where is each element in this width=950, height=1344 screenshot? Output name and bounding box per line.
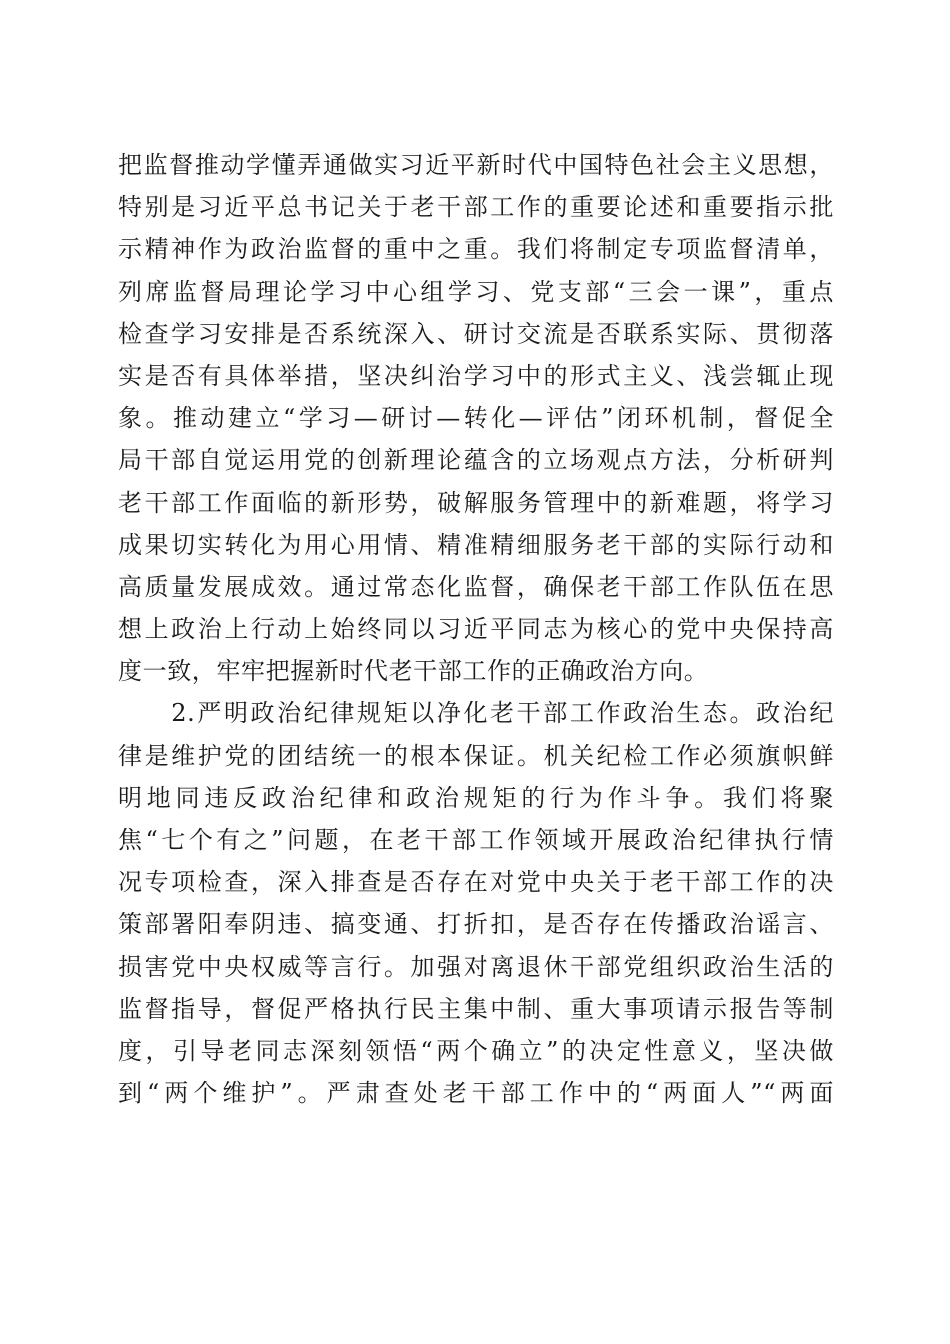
text-line: 度一致，牢牢把握新时代老干部工作的正确政治方向。 — [118, 657, 709, 686]
text-line: 监督指导，督促严格执行民主集中制、重大事项请示报告等制 — [118, 994, 834, 1023]
text-line: 律是维护党的团结统一的根本保证。机关纪检工作必须旗帜鲜 — [118, 741, 834, 770]
text-line: 成果切实转化为用心用情、精准精细服务老干部的实际行动和 — [118, 530, 834, 559]
text-line: 损害党中央权威等言行。加强对离退休干部党组织政治生活的 — [118, 952, 834, 981]
text-line: 特别是习近平总书记关于老干部工作的重要论述和重要指示批 — [118, 193, 834, 222]
body-text — [118, 144, 834, 1114]
text-line: 高质量发展成效。通过常态化监督，确保老干部工作队伍在思 — [118, 572, 834, 601]
text-line: 示精神作为政治监督的重中之重。我们将制定专项监督清单， — [118, 235, 834, 264]
text-line: 老干部工作面临的新形势，破解服务管理中的新难题，将学习 — [118, 488, 834, 517]
text-line: 列席监督局理论学习中心组学习、党支部“三会一课”，重点 — [118, 277, 834, 306]
text-line: 策部署阳奉阴违、搞变通、打折扣，是否存在传播政治谣言、 — [118, 910, 834, 939]
text-line: 检查学习安排是否系统深入、研讨交流是否联系实际、贯彻落 — [118, 319, 834, 348]
text-line: 想上政治上行动上始终同以习近平同志为核心的党中央保持高 — [118, 615, 834, 644]
text-line: 焦“七个有之”问题，在老干部工作领域开展政治纪律执行情 — [118, 826, 834, 854]
text-line: 象。推动建立“学习—研讨—转化—评估”闭环机制，督促全 — [118, 404, 834, 433]
text-line: 把监督推动学懂弄通做实习近平新时代中国特色社会主义思想， — [118, 151, 834, 179]
text-line: 明地同违反政治纪律和政治规矩的行为作斗争。我们将聚 — [118, 783, 834, 812]
text-line: 况专项检查，深入排查是否存在对党中央关于老干部工作的决 — [118, 868, 834, 897]
text-line: 到“两个维护”。严肃查处老干部工作中的“两面人”“两面 — [118, 1079, 834, 1108]
text-line: 实是否有具体举措，坚决纠治学习中的形式主义、浅尝辄止现 — [118, 361, 834, 390]
text-line: 度，引导老同志深刻领悟“两个确立”的决定性意义，坚决做 — [118, 1036, 834, 1065]
text-line: 2.严明政治纪律规矩以净化老干部工作政治生态。政治纪 — [118, 699, 834, 728]
text-line: 局干部自觉运用党的创新理论蕴含的立场观点方法，分析研判 — [118, 446, 834, 475]
